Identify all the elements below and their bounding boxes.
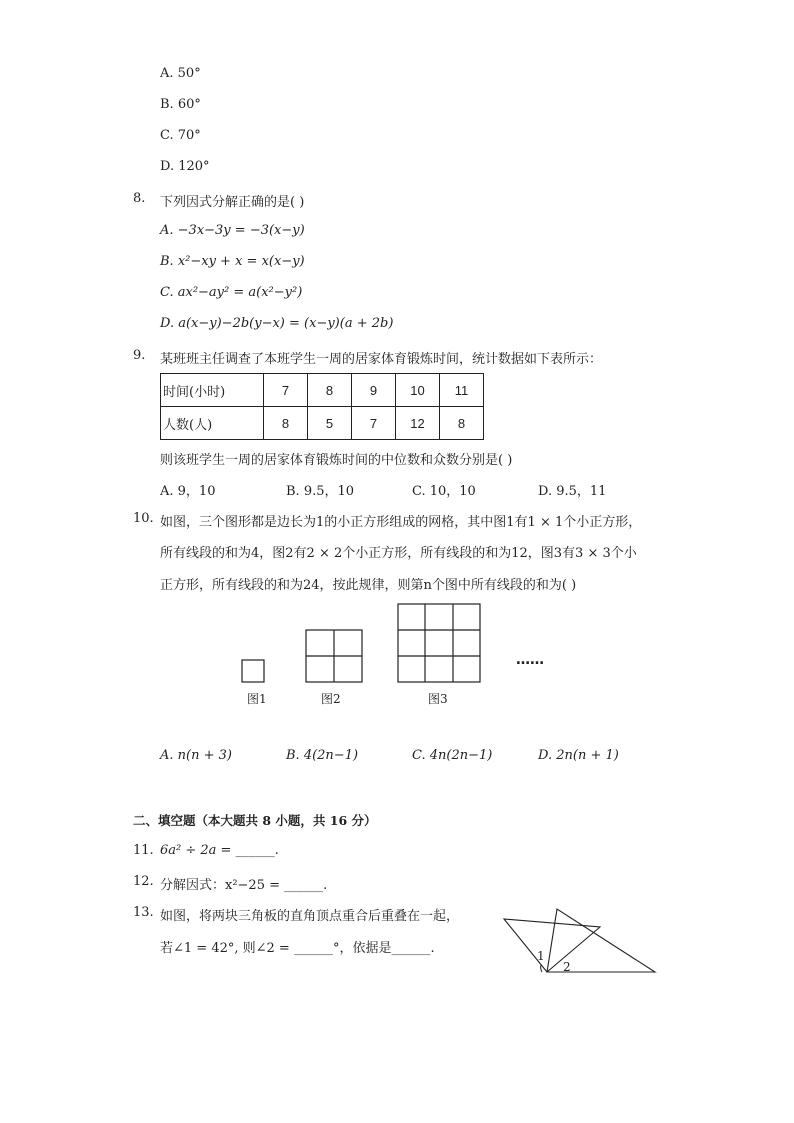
q9-option-d: D. 9.5，11 [538,484,607,499]
q9-option-c: C. 10，10 [412,484,476,499]
q9-number: 9. [133,348,146,363]
q10-line3: 正方形，所有线段的和为24，按此规律，则第n个图中所有线段的和为( ) [160,578,577,593]
fig-label-3: 图3 [428,692,448,706]
angle-label-1: 1 [537,949,545,963]
q10-option-c: C. 4n(2n−1) [412,748,493,763]
table-cell: 5 [308,407,352,440]
q11-text: 6a² ÷ 2a = ______. [160,843,279,858]
table-row-header: 时间(小时) [161,374,264,407]
q13-number: 13. [133,905,154,920]
q10-grid-figures [230,598,570,713]
table-row-header: 人数(人) [161,407,264,440]
grid-ellipsis: …… [516,652,544,668]
table-cell: 8 [308,374,352,407]
table-cell: 10 [396,374,440,407]
q7-option-a: A. 50° [160,66,201,81]
q9-option-a: A. 9，10 [160,484,216,499]
grid-figure-1 [242,660,264,682]
table-row [161,407,484,440]
q9-followup: 则该班学生一周的居家体育锻炼时间的中位数和众数分别是( ) [160,453,513,468]
q12-text: 分解因式：x²−25 = ______. [160,878,328,893]
q8-option-a: A. −3x−3y = −3(x−y) [160,223,305,238]
section-title: 二、填空题（本大题共 8 小题，共 16 分） [133,813,377,828]
table-cell: 12 [396,407,440,440]
q9-stem: 某班班主任调查了本班学生一周的居家体育锻炼时间，统计数据如下表所示： [160,352,603,367]
table-cell: 8 [440,407,484,440]
q8-number: 8. [133,191,146,206]
fig-label-2: 图2 [321,692,341,706]
table-cell: 9 [352,374,396,407]
table-cell: 7 [352,407,396,440]
q9-option-b: B. 9.5，10 [286,484,355,499]
table-cell: 8 [264,407,308,440]
q10-option-a: A. n(n + 3) [160,748,232,763]
q8-option-c: C. ax²−ay² = a(x²−y²) [160,285,303,300]
q13-triangles-figure [500,905,660,977]
q7-option-c: C. 70° [160,128,201,143]
angle-label-2: 2 [563,960,571,974]
q8-option-d: D. a(x−y)−2b(y−x) = (x−y)(a + 2b) [160,316,394,331]
q12-number: 12. [133,874,154,889]
fig-label-1: 图1 [247,692,267,706]
table-cell: 11 [440,374,484,407]
q13-line2: 若∠1 = 42°, 则∠2 = ______°，依据是______. [160,941,435,956]
grid-figure-3 [398,604,480,682]
q13-line1: 如图，将两块三角板的直角顶点重合后重叠在一起， [160,909,460,924]
table-cell: 7 [264,374,308,407]
q11-number: 11. [133,843,154,858]
q10-option-b: B. 4(2n−1) [286,748,359,763]
q8-option-b: B. x²−xy + x = x(x−y) [160,254,305,269]
q10-line2: 所有线段的和为4，图2有2 × 2个小正方形，所有线段的和为12，图3有3 × 3个小 [160,546,637,561]
q7-option-b: B. 60° [160,97,201,112]
q7-option-d: D. 120° [160,159,210,174]
q9-data-table [160,373,484,440]
q8-stem: 下列因式分解正确的是( ) [160,195,305,210]
q10-option-d: D. 2n(n + 1) [538,748,619,763]
q10-line1: 如图，三个图形都是边长为1的小正方形组成的网格，其中图1有1 × 1个小正方形， [160,515,642,530]
grid-figure-2 [306,630,362,682]
table-row [161,374,484,407]
q10-number: 10. [133,511,154,526]
